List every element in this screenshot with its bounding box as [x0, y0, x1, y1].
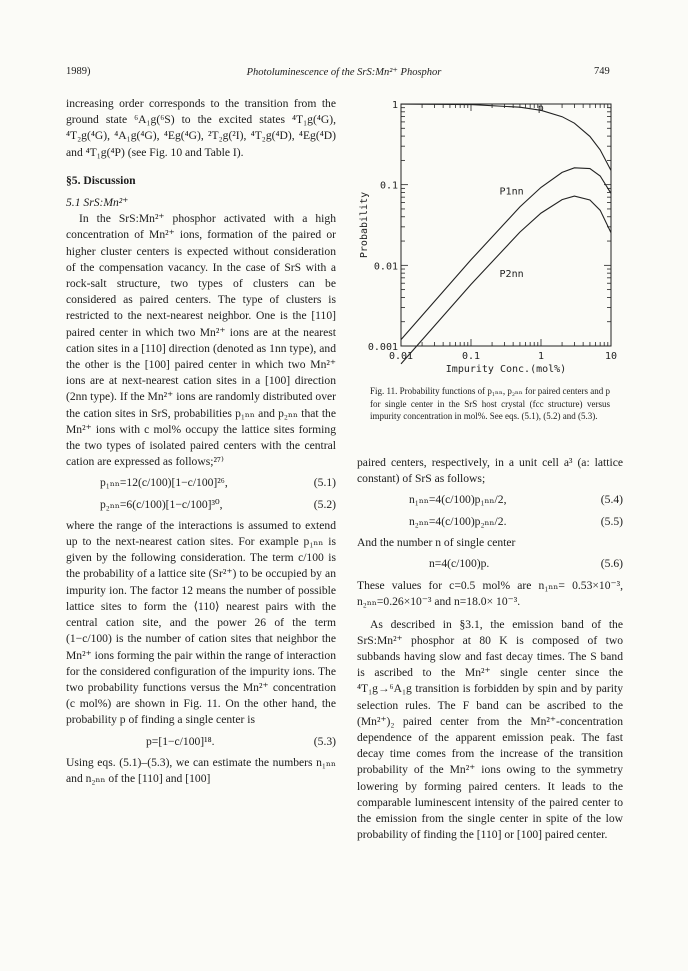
right-column [357, 455, 623, 843]
paragraph-unit-cell: paired centers, respectively, in a unit cell a³ (a: lattice constant) of SrS as follows; [357, 456, 623, 486]
equation-5-4 [357, 492, 623, 508]
equation-5-5-number: (5.5) [600, 514, 623, 528]
equation-5-3-formula: p=[1−c/100]¹⁸. [146, 734, 215, 748]
probability-chart [355, 96, 625, 376]
series-label-p1nn: P1nn [499, 186, 524, 198]
page-number: 749 [594, 66, 610, 77]
y-tick-label: 0.001 [367, 342, 398, 353]
equation-5-1-number: (5.1) [313, 476, 336, 490]
equation-5-3-number: (5.3) [313, 734, 336, 748]
section-heading: §5. Discussion [66, 173, 136, 187]
paragraph-pairs: In the SrS:Mn²⁺ phosphor activated with a high concentration of Mn²⁺ ions, formation of the paired or higher cluster centers is expected without consideration of the compensation vacancy. In the case of SrS with a rock-salt structure, two types of clusters can be considered as paired centers. The type of clusters is restricted to the next-nearest neighbor. One is the [110] paired center in which two Mn²⁺ ions are at the nearest cation sites in a [110] direction (denoted as 1nn type), and the other is the [100] paired center in which two Mn²⁺ ions are at next-nearest cation sites in a [100] direction (2nn type). If the Mn²⁺ ions are randomly distributed over the cation sites in SrS, probabilities p₁ₙₙ and p₂ₙₙ that the Mn²⁺ ions with c mol% occupy the lattice sites forming the two types of isolated paired centers with the central cation are expressed as follows;²⁷⁾ [66, 212, 336, 469]
paragraph-interactions: where the range of the interactions is assumed to extend up to the next-nearest cation sites. For example p₁ₙₙ is given by the following consideration. The term c/100 is the probability of a lattice site (Sr²⁺) to be occupied by an impurity ion. The factor 12 means the number of possible lattice sites to form the ⟨110⟩ nearest pairs with the central cation site, and the power 26 of the term (1−c/100) is the number of cation sites that neighbor the Mn²⁺ ions forming the pair within the range of interaction for the considered configuration of the impurity ions. The two probability functions versus the Mn²⁺ concentration (c mol%) are shown in Fig. 11. On the other hand, the probability p of finding a single center is [66, 518, 336, 727]
plot-frame [401, 104, 611, 346]
equation-5-3 [66, 734, 336, 750]
left-column [66, 96, 336, 787]
paragraph-values: These values for c=0.5 mol% are n₁ₙₙ= 0.53×10⁻³, n₂ₙₙ=0.26×10⁻³ and n=18.0× 10⁻³. [357, 579, 623, 609]
equation-5-6-formula: n=4(c/100)p. [429, 557, 490, 571]
figure-11 [355, 96, 625, 376]
y-tick-label: 0.01 [373, 261, 398, 273]
equation-5-5-formula: n₂ₙₙ=4(c/100)p₂ₙₙ/2. [409, 514, 507, 528]
paragraph-emission: As described in §3.1, the emission band of the SrS:Mn²⁺ phosphor at 80 K is composed of two subbands having slow and fast decay times. The S band is ascribed to the Mn²⁺ single center since the ⁴T₁g→⁶A₁g transition is forbidden by spin and by parity selection rules. The F band can be ascribed to the (Mn²⁺)₂ paired center from the Mn²⁺-concentration dependence of the apparent emission peak. The fast decay time comes from the increase of the transition probability of the Mn²⁺ ions owing to the symmetry lowering by forming paired centers. It leads to the comparable luminescent intensity of the paired center to the emission from the single center in spite of the low probability of finding the [110] or [100] paired center. [357, 617, 623, 842]
equation-5-2-number: (5.2) [313, 497, 336, 511]
paragraph-single-number: And the number n of single center [357, 535, 516, 549]
equation-5-6-number: (5.6) [600, 557, 623, 571]
x-axis-label: Impurity Conc.(mol%) [445, 364, 567, 375]
x-tick-label: 0.1 [461, 351, 481, 362]
subsection-heading: 5.1 SrS:Mn²⁺ [66, 196, 129, 210]
equation-5-1-formula: p₁ₙₙ=12(c/100)[1−c/100]²⁶, [100, 476, 228, 490]
equation-5-4-formula: n₁ₙₙ=4(c/100)p₁ₙₙ/2, [409, 493, 507, 507]
equation-5-4-number: (5.4) [600, 493, 623, 507]
intro-paragraph: increasing order corresponds to the transition from the ground state ⁶A₁g(⁶S) to the excited states ⁴T₁g(⁴G), ⁴T₂g(⁴G), ⁴A₁g(⁴G), ⁴Eg(⁴G), ²T₂g(²I), ⁴T₂g(⁴D), ⁴Eg(⁴D) and ⁴T₁g(⁴P) (see Fig. 10 and Table I). [66, 97, 336, 159]
x-tick-label: 1 [537, 351, 545, 362]
running-header-title: Photoluminescence of the SrS:Mn²⁺ Phosphor [246, 67, 442, 78]
paragraph-estimate: Using eqs. (5.1)–(5.3), we can estimate the numbers n₁ₙₙ and n₂ₙₙ of the [110] and [100] [66, 755, 336, 785]
y-tick-label: 0.1 [379, 180, 398, 192]
equation-5-1 [66, 475, 336, 491]
equation-5-6 [357, 556, 623, 572]
y-tick-label: 1 [391, 100, 398, 111]
equation-5-2 [66, 497, 336, 513]
equation-5-2-formula: p₂ₙₙ=6(c/100)[1−c/100]³⁰, [100, 497, 223, 511]
y-axis-label: Probability [359, 191, 370, 259]
figure-caption: Fig. 11. Probability functions of p₁ₙₙ, p₂ₙₙ for paired centers and p for single center in the SrS host crystal (fcc structure) versus impurity concentration in mol%. See eqs. (5.1), (5.2) and (5.3). [370, 386, 610, 421]
x-tick-label: 10 [604, 351, 618, 362]
series-label-p2nn: P2nn [499, 268, 524, 280]
running-header-year: 1989) [66, 66, 91, 77]
x-tick-label: 0.01 [388, 351, 414, 362]
series-label-p: p [537, 102, 544, 114]
series-line-p [401, 104, 611, 170]
equation-5-5 [357, 514, 623, 530]
